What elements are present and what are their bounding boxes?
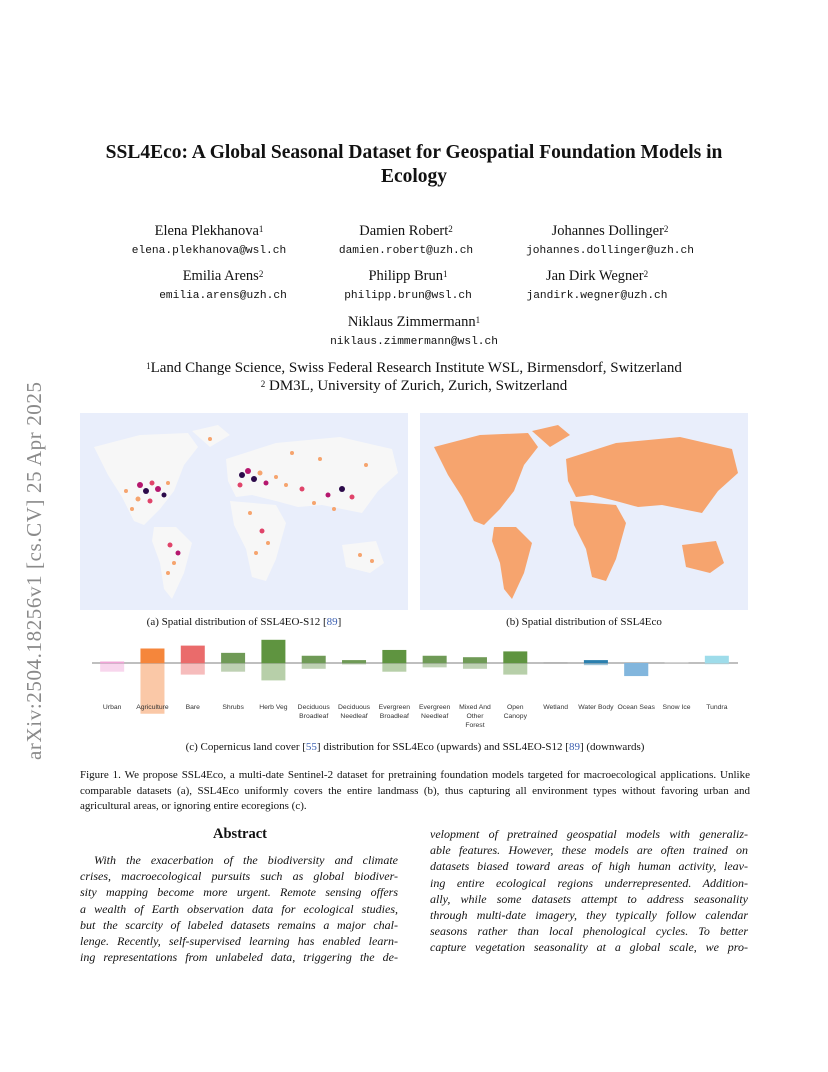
caption-text: (c) Copernicus land cover [ [185, 741, 306, 753]
bar-ssl4eo-s12-mixed-and-other-forest [463, 663, 487, 669]
landmass [94, 425, 398, 599]
affil-mark: 1 [146, 361, 151, 371]
abstract-line: lenge. Recently, self-supervised learning has enabled learn- [80, 934, 398, 949]
author-block [303, 267, 513, 304]
category-label-urban: Urban [102, 704, 122, 711]
citation-link[interactable]: 89 [568, 741, 580, 753]
bar-ssl4eco-herb-veg [261, 640, 285, 663]
affiliation-1 [90, 359, 738, 378]
author-block [492, 267, 702, 304]
author-affil-mark: 2 [448, 224, 453, 234]
category-label-shrubs: Shrubs [222, 704, 244, 711]
affil-text: Land Change Science, Swiss Federal Research Institute WSL, Birmensdorf, Switzerland [150, 360, 682, 376]
map-ssl4eco [420, 413, 748, 610]
author-email[interactable]: johannes.dollinger@uzh.ch [526, 245, 694, 257]
category-label-wetland: Wetland [543, 704, 568, 711]
figure-caption: Figure 1. We propose SSL4Eco, a multi-date Sentinel-2 dataset for pretraining foundation models targeted for macroecological applications. Unlike comparable datasets (a), SSL4Eco uniformly covers the entire landmass (b), thus capturing all environment types without favoring urban and agricultural areas, or ignoring entire ecoregions (c). [80, 769, 750, 812]
bar-ssl4eco-open-canopy [503, 651, 527, 663]
caption-text: ] distribution for SSL4Eco (upwards) and SSL4EO-S12 [ [316, 741, 569, 753]
arxiv-identifier: arXiv:2504.18256v1 [cs.CV] 25 Apr 2025 [22, 381, 46, 760]
author-affil-mark: 2 [643, 269, 649, 279]
bar-ssl4eco-evergreen-broadleaf [382, 650, 406, 663]
abstract-right-column [430, 826, 748, 956]
abstract-line: ally, while some datasets attempt to address seasonality [430, 891, 748, 906]
citation-link[interactable]: 89 [326, 616, 338, 628]
abstract-line: through multi-date imagery, they typically follow calendar [430, 908, 748, 923]
author-block [301, 222, 511, 259]
landcover-chart [80, 633, 750, 733]
author-email[interactable]: philipp.brun@wsl.ch [344, 290, 472, 302]
abstract-left-column [80, 852, 398, 965]
affiliation-2 [90, 377, 738, 396]
author-affil-mark: 1 [475, 315, 481, 325]
bar-ssl4eo-s12-open-canopy [503, 663, 527, 675]
category-label-ocean-seas: Ocean Seas [617, 704, 655, 711]
author-email[interactable]: jandirk.wegner@uzh.ch [526, 290, 668, 302]
abstract-line: a wealth of Earth observation data for ecological studies, [80, 901, 398, 916]
category-label-mixed-and-other-forest: Mixed And Other Forest [459, 704, 491, 729]
title-line-1: SSL4Eco: A Global Seasonal Dataset for Geospatial Foundation Models in [105, 142, 723, 163]
abstract-line: ing entire ecological regions underrepresented. Addition- [430, 875, 748, 890]
bar-ssl4eco-deciduous-broadleaf [302, 656, 326, 663]
abstract-line: but the scarcity of labeled datasets remains a major chal- [80, 917, 398, 932]
abstract-line: crises, macroecological pursuits such as global biodiver- [80, 869, 398, 884]
abstract-heading: Abstract [213, 826, 267, 842]
author-name: Jan Dirk Wegner [545, 268, 644, 284]
bar-ssl4eco-snow-ice [665, 662, 689, 663]
author-name: Elena Plekhanova [154, 223, 259, 239]
abstract-line: able features. However, these models are often trained on [430, 843, 748, 858]
caption-text: (a) Spatial distribution of SSL4EO-S12 [ [146, 616, 327, 628]
map-ssl4eo-s12 [80, 413, 408, 610]
category-label-tundra: Tundra [706, 704, 728, 711]
bar-ssl4eo-s12-snow-ice [665, 663, 689, 664]
subfigure-b-caption: (b) Spatial distribution of SSL4Eco [506, 616, 662, 628]
author-affil-mark: 1 [258, 224, 264, 234]
author-affil-mark: 2 [258, 269, 264, 279]
bar-ssl4eco-evergreen-needleaf [423, 656, 447, 663]
citation-link[interactable]: 55 [305, 741, 317, 753]
category-label-bare: Bare [185, 704, 200, 711]
category-label-agriculture: Agriculture [136, 704, 169, 711]
bar-ssl4eco-wetland [544, 662, 568, 663]
author-block [118, 267, 328, 304]
author-email[interactable]: elena.plekhanova@wsl.ch [131, 245, 287, 257]
bar-ssl4eco-urban [100, 662, 124, 663]
bar-ssl4eo-s12-wetland [544, 663, 568, 664]
category-label-evergreen-needleaf: Evergreen Needleaf [418, 704, 451, 720]
author-email[interactable]: emilia.arens@uzh.ch [159, 290, 287, 302]
abstract-line: datasets biased toward areas of high human activity, leav- [430, 859, 748, 874]
category-label-deciduous-needleaf: Deciduous Needleaf [337, 704, 371, 720]
bar-ssl4eo-s12-shrubs [221, 663, 245, 672]
affil-text: DM3L, University of Zurich, Zurich, Switzerland [265, 378, 568, 394]
author-email[interactable]: niklaus.zimmermann@wsl.ch [330, 336, 498, 348]
author-affil-mark: 2 [663, 224, 669, 234]
category-label-herb-veg: Herb Veg [259, 704, 288, 711]
subfigure-a-caption [80, 616, 408, 628]
paper-title [90, 141, 738, 189]
caption-text: ] [337, 616, 342, 628]
category-label-evergreen-broadleaf: Evergreen Broadleaf [378, 704, 411, 720]
bar-ssl4eco-mixed-and-other-forest [463, 657, 487, 663]
bar-ssl4eo-s12-evergreen-needleaf [423, 663, 447, 667]
abstract-line: sity mapping become more urgent. Remote sensing offers [80, 885, 398, 900]
category-label-water-body: Water Body [578, 704, 614, 711]
author-block [104, 222, 314, 259]
author-block [505, 222, 715, 259]
bar-ssl4eco-deciduous-needleaf [342, 660, 366, 663]
title-line-2: Ecology [380, 166, 448, 187]
abstract-line: ing representations from unlabeled data, triggering the de- [80, 950, 398, 965]
caption-text: ] (downwards) [579, 741, 645, 753]
bar-ssl4eco-water-body [584, 660, 608, 663]
bar-ssl4eco-tundra [705, 656, 729, 663]
abstract-line: With the exacerbation of the biodiversity and climate [94, 853, 398, 867]
affil-mark: 2 [260, 379, 266, 389]
author-name: Philipp Brun [368, 268, 444, 284]
world-map-sparse [80, 413, 408, 610]
bar-ssl4eo-s12-ocean-seas [624, 663, 648, 676]
category-label-open-canopy: Open Canopy [503, 704, 527, 720]
bar-ssl4eo-s12-bare [181, 663, 205, 675]
category-label-deciduous-broadleaf: Deciduous Broadleaf [297, 704, 330, 720]
bar-ssl4eo-s12-urban [100, 663, 124, 672]
author-email[interactable]: damien.robert@uzh.ch [338, 245, 474, 257]
bar-ssl4eo-s12-herb-veg [261, 663, 285, 680]
author-affil-mark: 1 [443, 269, 448, 279]
bar-ssl4eo-s12-tundra [705, 663, 729, 664]
bar-ssl4eo-s12-deciduous-needleaf [342, 663, 366, 664]
abstract-line: capture vegetation seasonality at a global scale, we pro- [430, 940, 748, 955]
author-name: Damien Robert [359, 223, 449, 239]
author-name: Johannes Dollinger [551, 223, 664, 239]
bar-ssl4eco-agriculture [140, 649, 164, 664]
world-map-uniform [420, 413, 748, 610]
author-block [309, 313, 519, 350]
bar-ssl4eco-shrubs [221, 653, 245, 663]
bar-ssl4eco-bare [181, 646, 205, 663]
abstract-line: seasons rather than local phenological cycles. To better [430, 924, 748, 939]
bar-ssl4eo-s12-evergreen-broadleaf [382, 663, 406, 672]
landmass-covered [434, 425, 738, 599]
author-name: Niklaus Zimmermann [347, 314, 476, 330]
category-label-snow-ice: Snow Ice [662, 704, 691, 711]
abstract-line: velopment of pretrained geospatial models with generaliz- [430, 827, 748, 841]
author-name: Emilia Arens [182, 268, 259, 284]
subfigure-c-caption [80, 741, 750, 753]
bar-ssl4eo-s12-deciduous-broadleaf [302, 663, 326, 669]
bar-ssl4eo-s12-water-body [584, 663, 608, 665]
